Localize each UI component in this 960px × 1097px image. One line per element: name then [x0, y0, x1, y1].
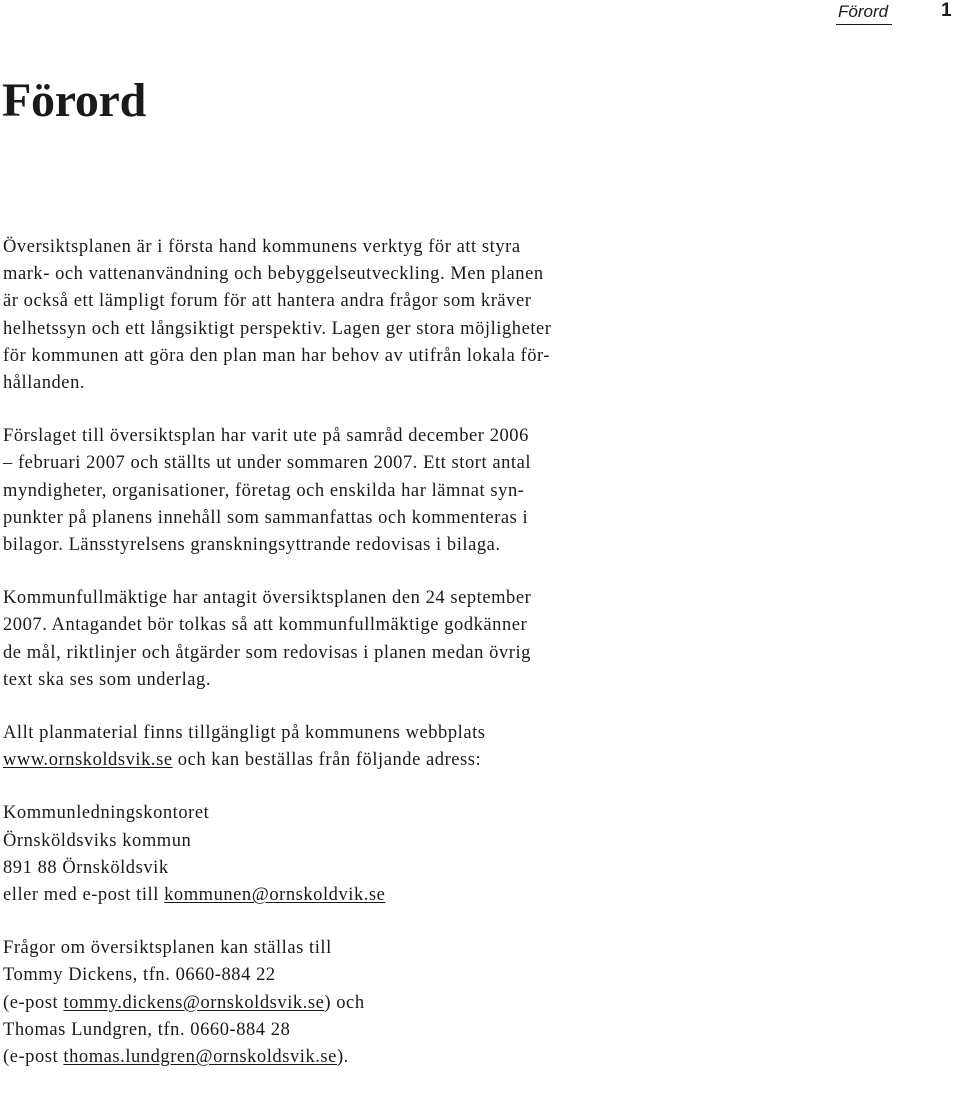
- paragraph-availability: [3, 720, 653, 774]
- text-line: Förslaget till översiktsplan har varit ute på samråd december 2006: [3, 426, 529, 447]
- document-body: [3, 234, 653, 1097]
- address-block: [3, 800, 653, 909]
- text-line: Allt planmaterial finns tillgängligt på kommunens webbplats: [3, 723, 486, 744]
- text-fragment: ) och: [324, 992, 365, 1013]
- text-fragment: eller med e-post till: [3, 885, 165, 906]
- contacts-block: [3, 935, 653, 1071]
- contact-line: Tommy Dickens, tfn. 0660-884 22: [3, 965, 276, 986]
- text-line: text ska ses som underlag.: [3, 669, 211, 690]
- text-line: 2007. Antagandet bör tolkas så att kommunfullmäktige godkänner: [3, 615, 528, 636]
- running-header-title: Förord: [836, 1, 892, 25]
- page-header: [0, 0, 960, 28]
- text-fragment: och kan beställas från följande adress:: [172, 750, 482, 771]
- text-fragment: (e-post: [3, 1047, 64, 1068]
- paragraph-consultation: [3, 423, 653, 559]
- address-line: Örnsköldsviks kommun: [3, 830, 192, 851]
- text-line: myndigheter, organisationer, företag och enskilda har lämnat syn-: [3, 480, 525, 501]
- address-line: [3, 882, 653, 909]
- text-line: bilagor. Länsstyrelsens granskningsyttrande redovisas i bilaga.: [3, 535, 501, 556]
- contact-line: Thomas Lundgren, tfn. 0660-884 28: [3, 1019, 291, 1040]
- text-line: Kommunfullmäktige har antagit översiktsplanen den 24 september: [3, 588, 532, 609]
- page-title: Förord: [2, 74, 146, 127]
- page-number: 1: [941, 0, 952, 21]
- text-line: hållanden.: [3, 373, 86, 394]
- text-line: Frågor om översiktsplanen kan ställas till: [3, 938, 332, 959]
- contact-line: [3, 990, 653, 1017]
- text-fragment: ).: [336, 1047, 349, 1068]
- contact-line: [3, 1044, 653, 1071]
- paragraph-adoption: [3, 585, 653, 694]
- text-line: för kommunen att göra den plan man har behov av utifrån lokala för-: [3, 345, 551, 366]
- website-link[interactable]: www.ornskoldsvik.se: [3, 750, 173, 771]
- address-line: 891 88 Örnsköldsvik: [3, 857, 169, 878]
- email-link-kommunen[interactable]: kommunen@ornskoldvik.se: [164, 885, 386, 906]
- text-line: Översiktsplanen är i första hand kommunens verktyg för att styra: [3, 237, 521, 257]
- email-link-thomas-lundgren[interactable]: thomas.lundgren@ornskoldsvik.se: [63, 1047, 337, 1068]
- text-line: [3, 747, 653, 774]
- text-line: mark- och vattenanvändning och bebyggelseutveckling. Men planen: [3, 264, 544, 285]
- address-line: Kommunledningskontoret: [3, 803, 210, 824]
- text-line: helhetssyn och ett långsiktigt perspektiv. Lagen ger stora möjligheter: [3, 318, 552, 339]
- paragraph-intro: [3, 234, 653, 397]
- text-line: punkter på planens innehåll som sammanfattas och kommenteras i: [3, 507, 529, 528]
- text-line: – februari 2007 och ställts ut under sommaren 2007. Ett stort antal: [3, 453, 532, 474]
- email-link-tommy-dickens[interactable]: tommy.dickens@ornskoldsvik.se: [63, 992, 325, 1013]
- text-line: är också ett lämpligt forum för att hantera andra frågor som kräver: [3, 291, 532, 312]
- text-line: de mål, riktlinjer och åtgärder som redovisas i planen medan övrig: [3, 642, 531, 663]
- text-fragment: (e-post: [3, 992, 64, 1013]
